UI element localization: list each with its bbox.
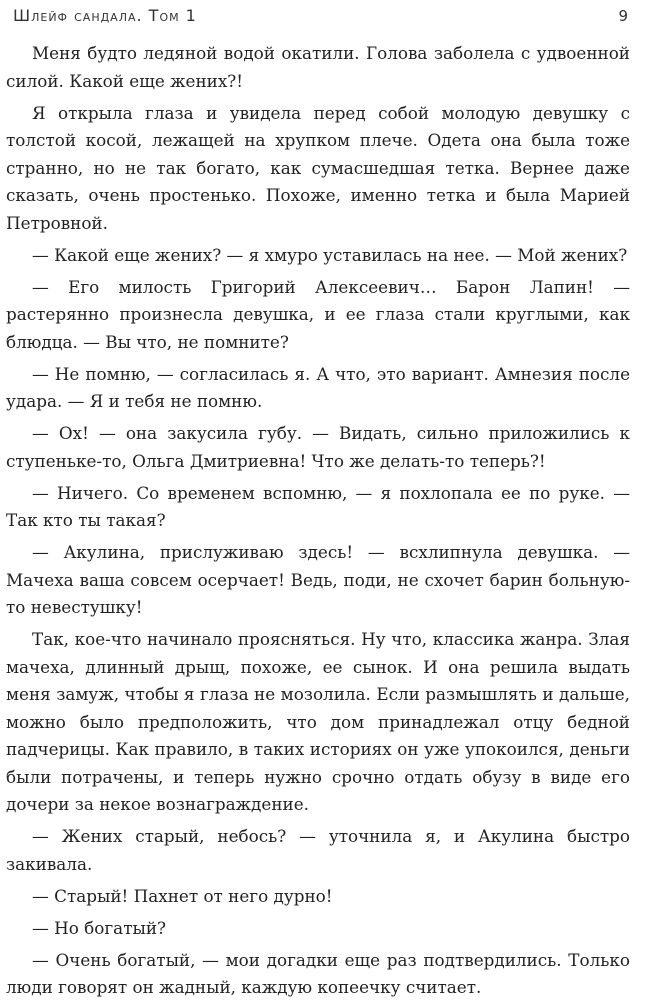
paragraph: — Жених старый, небось? — уточнила я, и Акулина быстро закивала. — [6, 826, 630, 874]
paragraph: — Не помню, — согласилась я. А что, это вариант. Амнезия после удара. — Я и тебя не помню. — [6, 363, 630, 411]
paragraph: — Старый! Пахнет от него дурно! — [32, 885, 333, 906]
page-number: 9 — [618, 7, 628, 25]
paragraph: — Акулина, прислуживаю здесь! — всхлипнула девушка. — Мачеха ваша совсем осерчает! Ведь, поди, не схочет барин больную-то невестушку! — [6, 542, 630, 617]
paragraph: Меня будто ледяной водой окатили. Голова заболела с удвоенной силой. Какой еще жених?! — [6, 43, 630, 91]
paragraph: — Очень богатый, — мои догадки еще раз подтвердились. Только люди говорят он жадный, каждую копеечку считает. — [6, 949, 630, 997]
paragraph: — Ничего. Со временем вспомню, — я похлопала ее по руке. — Так кто ты такая? — [6, 482, 630, 530]
paragraph: Так, кое-что начинало проясняться. Ну что, классика жанра. Злая мачеха, длинный дрыщ, похоже, ее сынок. И она решила выдать меня замуж, чтобы я глаза не мозолила. Если размышлять и дальше, можно было предположить, что дом принадлежал отцу бедной падчерицы. Как правило, в таких историях он уже упокоился, деньги были потрачены, и теперь нужно срочно отдать обузу в виде его дочери за некое вознаграждение. — [6, 629, 630, 814]
paragraph: — Его милость Григорий Алексеевич… Барон Лапин! — растерянно произнесла девушка, и ее глаза стали круглыми, как блюдца. — Вы что, не помните? — [6, 276, 630, 352]
paragraph: — Ох! — она закусила губу. — Видать, сильно приложились к ступеньке-то, Ольга Дмитриевна! Что же делать-то теперь?! — [6, 423, 630, 471]
paragraph: — Но богатый? — [32, 917, 167, 938]
running-head — [13, 6, 628, 30]
paragraph: — Какой еще жених? — я хмуро уставилась на нее. — Мой жених? — [32, 244, 628, 265]
running-title: Шлейф сандала. Том 1 — [13, 6, 197, 25]
paragraph: Я открыла глаза и увидела перед собой молодую девушку с толстой косой, лежащей на хрупком плече. Одета она была тоже странно, но не так богато, как сумасшедшая тетка. Вернее даже сказать, очень простенько. Похоже, именно тетка и была Марией Петровной. — [6, 102, 630, 233]
body-text — [6, 40, 630, 1006]
